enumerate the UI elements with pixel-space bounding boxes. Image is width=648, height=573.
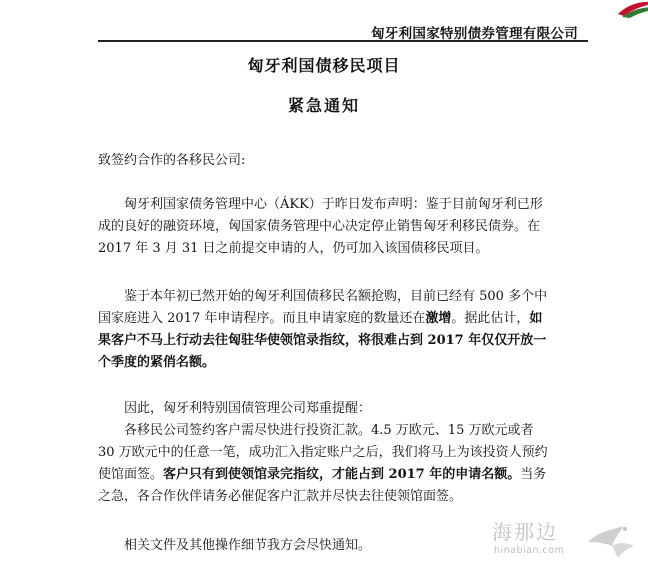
closing-line: 相关文件及其他操作细节我方会尽快通知。 bbox=[124, 538, 372, 553]
company-name: 匈牙利国家特别债券管理有限公司 bbox=[371, 26, 578, 42]
paragraph-2-warning: 如果客户不马上行动去往匈驻华使领馆录指纹，将很难占到 2017 年仅仅开放一个季度的紧俏名额。 bbox=[98, 311, 547, 370]
paragraph-2 bbox=[98, 286, 550, 374]
paragraph-3-text-2: 当务之急，各合作伙伴请务必催促客户汇款并尽快去往使领馆面签。 bbox=[98, 467, 547, 504]
salutation: 致签约合作的各移民公司: bbox=[98, 153, 246, 168]
hungary-flag-swoosh-logo-icon bbox=[616, 0, 648, 18]
paragraph-3-text: 各移民公司签约客户需尽快进行投资汇款。4.5 万欧元、15 万欧元或者 30 万欧元中的任意一笔，成功汇入指定账户之后，我们将马上为该投资人预约使馆面签。 bbox=[98, 423, 548, 482]
paragraph-1: 匈牙利国家债务管理中心（ÁKK）于昨日发布声明：鉴于目前匈牙利已形成的良好的融资环境，匈国家债务管理中心决定停止销售匈牙利移民债券。在 2017 年 3 月 31 日之前提交申请的人，仍可加入该国债移民项目。 bbox=[98, 197, 543, 256]
paragraph-2-text-2: 。据此估计， bbox=[451, 311, 530, 326]
letterhead bbox=[98, 0, 588, 42]
document-title: 匈牙利国债移民项目 bbox=[247, 56, 401, 75]
paragraph-2-text: 鉴于本年初已然开始的匈牙利国债移民名额抢购，目前已经有 500 多个中国家庭进入 2017 年申请程序。而且申请家庭的数量还在 bbox=[98, 289, 548, 326]
paragraph-3-warning: 客户只有到使领馆录完指纹，才能占到 2017 年的申请名额。 bbox=[163, 467, 521, 482]
paragraph-3 bbox=[98, 398, 550, 508]
paragraph-2-emphasis: 激增 bbox=[425, 311, 452, 326]
watermark bbox=[492, 516, 642, 570]
watermark-brand: 海那边 bbox=[492, 520, 558, 544]
document-subtitle: 紧急通知 bbox=[287, 96, 360, 115]
bird-logo-icon bbox=[584, 520, 636, 566]
paragraph-3-body bbox=[98, 420, 550, 508]
watermark-domain: hinabian.com bbox=[494, 545, 565, 556]
paragraph-3-lead: 因此，匈牙利特别国债管理公司郑重提醒： bbox=[124, 401, 372, 416]
